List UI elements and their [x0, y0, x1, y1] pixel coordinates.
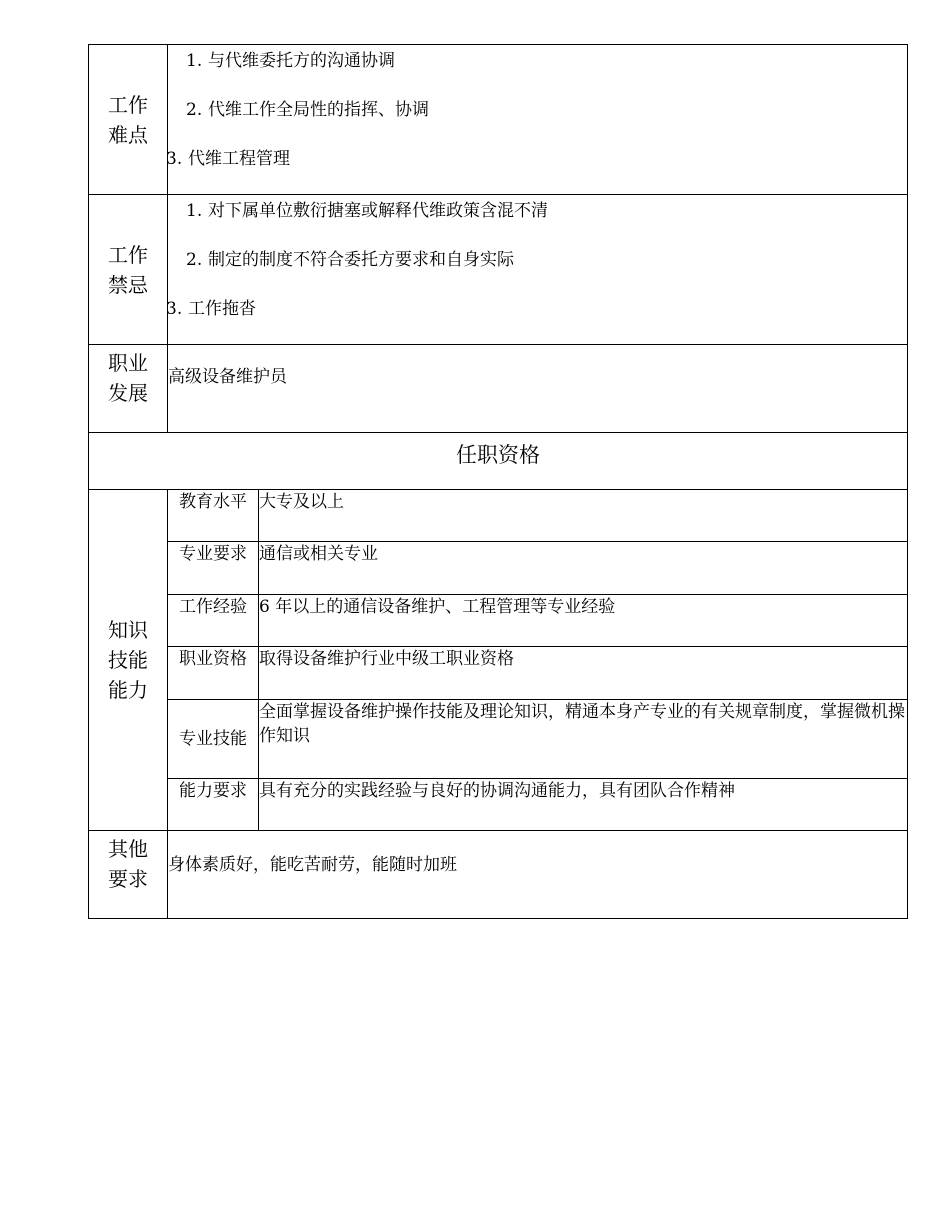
- work-taboo-row: [89, 195, 908, 345]
- knowledge-row: [89, 542, 908, 595]
- job-description-table: [88, 44, 908, 919]
- work-taboo-content: [168, 195, 908, 345]
- knowledge-item-value: 大专及以上: [259, 490, 908, 542]
- career-row: [89, 345, 908, 433]
- knowledge-item-value: 取得设备维护行业中级工职业资格: [259, 647, 908, 700]
- knowledge-item-value: 通信或相关专业: [259, 542, 908, 595]
- knowledge-item-name: 教育水平: [168, 490, 259, 542]
- other-content: [168, 831, 908, 919]
- knowledge-item-name: 工作经验: [168, 595, 259, 647]
- knowledge-row: [89, 490, 908, 542]
- work-difficulty-content: [168, 45, 908, 195]
- career-content: [168, 345, 908, 433]
- work-difficulty-row: [89, 45, 908, 195]
- knowledge-item-value: 6 年以上的通信设备维护、工程管理等专业经验: [259, 595, 908, 647]
- qualification-section-cell: [89, 433, 908, 490]
- knowledge-item-name: 能力要求: [168, 779, 259, 831]
- difficulty-item: 3. 代维工程管理: [166, 149, 290, 169]
- taboo-item: 2. 制定的制度不符合委托方要求和自身实际: [186, 250, 514, 270]
- taboo-item: 3. 工作拖沓: [166, 299, 256, 319]
- work-difficulty-label: 工作难点: [89, 45, 168, 195]
- taboo-item: 1. 对下属单位敷衍搪塞或解释代维政策含混不清: [186, 201, 548, 221]
- other-value: 身体素质好，能吃苦耐劳，能随时加班: [168, 855, 457, 875]
- knowledge-row: [89, 700, 908, 779]
- qualification-section-row: [89, 433, 908, 490]
- other-row: [89, 831, 908, 919]
- work-taboo-label: 工作禁忌: [89, 195, 168, 345]
- knowledge-item-value: 全面掌握设备维护操作技能及理论知识，精通本身产专业的有关规章制度，掌握微机操作知识: [259, 700, 908, 779]
- career-label: 职业发展: [89, 345, 168, 433]
- knowledge-row: [89, 779, 908, 831]
- difficulty-item: 2. 代维工作全局性的指挥、协调: [186, 100, 429, 120]
- knowledge-item-name: 职业资格: [168, 647, 259, 700]
- knowledge-item-name: 专业技能: [168, 700, 259, 779]
- qualification-section-title: 任职资格: [456, 443, 540, 467]
- knowledge-row: [89, 647, 908, 700]
- other-label: 其他要求: [89, 831, 168, 919]
- knowledge-item-value: 具有充分的实践经验与良好的协调沟通能力，具有团队合作精神: [259, 779, 908, 831]
- knowledge-label: 知识技能能力: [89, 490, 168, 831]
- knowledge-item-name: 专业要求: [168, 542, 259, 595]
- difficulty-item: 1. 与代维委托方的沟通协调: [186, 51, 395, 71]
- knowledge-row: [89, 595, 908, 647]
- career-value: 高级设备维护员: [168, 367, 287, 387]
